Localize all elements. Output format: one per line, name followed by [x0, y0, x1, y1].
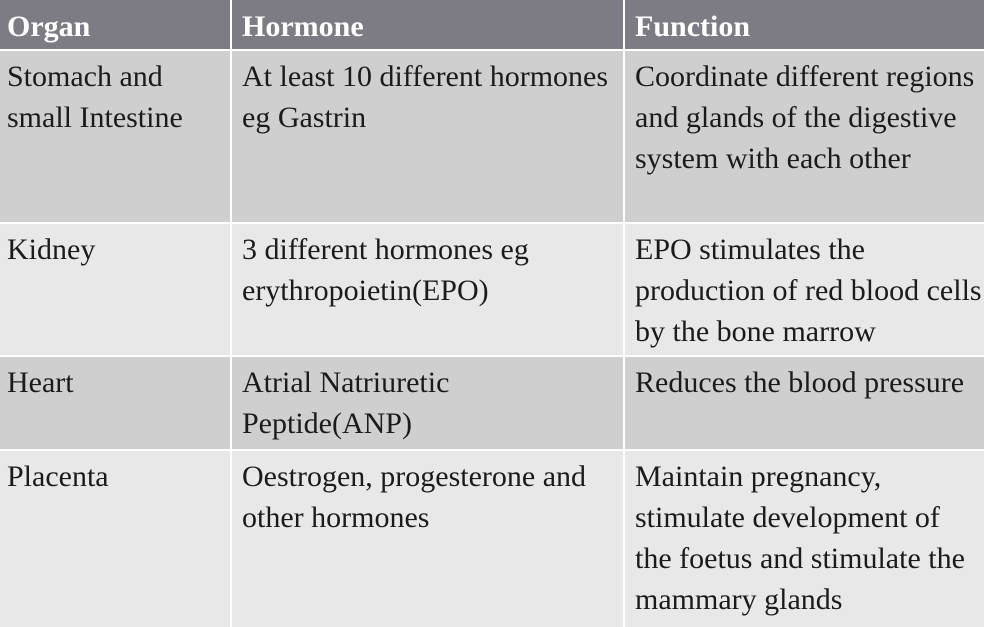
cell-hormone: 3 different hormones eg erythropoietin(EPO) [231, 223, 624, 356]
table-row [0, 450, 984, 627]
cell-hormone: At least 10 different hormones eg Gastrin [231, 50, 624, 223]
cell-organ: Stomach and small Intestine [7, 60, 183, 134]
cell-function: Coordinate different regions and glands of the digestive system with each other [624, 50, 984, 223]
table-header [0, 0, 984, 50]
cell-organ: Kidney [7, 233, 96, 266]
cell-function: Maintain pregnancy, stimulate development of the foetus and stimulate the mammary glands [624, 450, 984, 627]
cell-organ: Placenta [7, 460, 109, 493]
cell-function: Reduces the blood pressure [624, 356, 984, 450]
header-function: Function [624, 0, 984, 50]
cell-hormone: Oestrogen, progesterone and other hormones [231, 450, 624, 627]
header-organ: Organ [7, 10, 91, 43]
header-row [0, 0, 984, 50]
cell-hormone: Atrial Natriuretic Peptide(ANP) [231, 356, 624, 450]
table-row [0, 223, 984, 356]
cell-function: EPO stimulates the production of red blood cells by the bone marrow [624, 223, 984, 356]
table-row [0, 356, 984, 450]
table-body [0, 50, 984, 627]
header-hormone: Hormone [231, 0, 624, 50]
table-row [0, 50, 984, 223]
cell-organ: Heart [7, 366, 74, 399]
